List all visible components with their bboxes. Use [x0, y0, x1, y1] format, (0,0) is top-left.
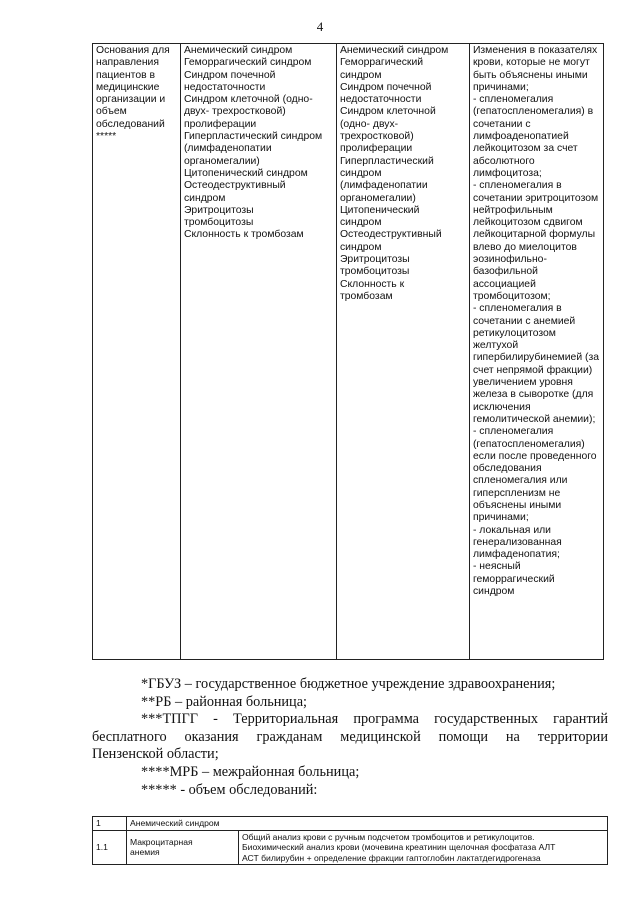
cell-line: (гепатоспленомегалия) [472, 438, 585, 450]
row-title: Анемический синдром [127, 817, 608, 831]
cell-line: если после проведенного [472, 450, 597, 462]
title-line: Макроцитарная [130, 836, 193, 847]
cell-line: - неясный [472, 561, 521, 573]
page-number: 4 [316, 19, 324, 34]
cell-line: геморрагический [472, 573, 555, 585]
cell-line: синдром [339, 69, 382, 81]
cell-line: тромбозам [339, 290, 393, 302]
cell-line: Цитопенический синдром [183, 167, 308, 179]
cell-line: тромбоцитозом; [472, 290, 551, 302]
cell-grounds [93, 44, 181, 660]
cell-line: крови, которые не могут [472, 57, 590, 69]
cell-line: Эритроцитозы [183, 204, 254, 216]
cell-line: эозинофильно- [472, 254, 547, 266]
cell-line: (лимфаденопатии [339, 180, 428, 192]
cell-line: лимфаденопатия; [472, 549, 560, 561]
cell-line: лейкоцитозом сдвигом [472, 217, 583, 229]
title-line: анемия [130, 847, 160, 858]
cell-line: Анемический синдром [183, 45, 293, 56]
cell-line: Основания для [96, 45, 170, 56]
cell-line: синдром [339, 241, 382, 253]
cell-line: Остеодеструктивный [183, 180, 286, 192]
table-row [93, 830, 608, 865]
cell-line: счет непрямой фракции) [472, 364, 593, 376]
examination-table [92, 816, 608, 865]
cell-line: - спленомегалия в [472, 180, 562, 192]
cell-line: Синдром почечной [183, 69, 276, 81]
cell-line: увеличением уровня [472, 377, 573, 389]
cell-line: обследования [472, 463, 542, 475]
cell-line: Синдром почечной [339, 81, 432, 93]
cell-line: лейкоцитозом за счет [472, 143, 578, 155]
cell-line: - локальная или [472, 524, 551, 536]
cell-line: - спленомегалия [472, 94, 554, 106]
cell-line: Гиперпластический [339, 155, 434, 167]
cell-line: органомегалии) [339, 192, 416, 204]
cell-line: Синдром клеточной [339, 106, 436, 118]
cell-line: Геморрагический синдром [183, 57, 312, 69]
cell-line: Склонность к [339, 278, 405, 290]
cell-line: организации и [96, 94, 166, 106]
cell-line: - спленомегалия [472, 426, 554, 438]
cell-line: Остеодеструктивный [339, 229, 442, 241]
cell-line: синдром [472, 586, 515, 598]
cell-line: ассоциацией [472, 278, 536, 290]
cell-line: влево до миелоцитов [472, 241, 577, 253]
cell-line: Склонность к тромбозам [183, 229, 304, 241]
cell-line: Геморрагический [339, 57, 424, 69]
cell-line: трехростковой) [339, 131, 414, 143]
cell-syndromes-a [180, 44, 336, 660]
note-tpgg-3: Пензенской области; [92, 746, 219, 763]
cell-line: причинами; [472, 512, 529, 524]
cell-syndromes-b [336, 44, 469, 660]
cell-line: (гепатоспленомегалия) в [472, 106, 594, 118]
cell-line: железа в сыворотке (для [472, 389, 594, 401]
desc-line: Биохимический анализ крови (мочевина креатинин щелочная фосфатаза АЛТ [242, 842, 556, 853]
cell-line: пациентов в [96, 69, 156, 81]
cell-line: пролиферации [339, 143, 413, 155]
cell-line: сочетании с анемией [472, 315, 576, 327]
note-tpgg-1: ***ТПГГ - Территориальная программа государственных гарантий [141, 711, 608, 728]
cell-blood-changes [469, 44, 603, 660]
cell-line: объяснены иными [472, 499, 562, 511]
cell-line: сочетании эритроцитозом [472, 192, 599, 204]
cell-line: Гиперпластический синдром [183, 131, 323, 143]
desc-line: АСТ билирубин + определение фракции гаптоглобин лактатдегидрогеназа [242, 852, 541, 863]
cell-line: лимфоцитоза; [472, 167, 542, 179]
cell-line: Эритроцитозы [339, 254, 410, 266]
cell-line: недостаточности [183, 81, 266, 93]
cell-line: недостаточности [339, 94, 422, 106]
cell-line: синдром [339, 217, 382, 229]
cell-line: спленомегалия или [472, 475, 568, 487]
note-mrb: ****МРБ – межрайонная больница; [141, 763, 360, 780]
cell-line: объем [96, 106, 127, 118]
cell-line: гемолитической анемии); [472, 413, 596, 425]
cell-line: двух- трехростковой) [183, 106, 286, 118]
cell-line: медицинские [96, 81, 160, 93]
cell-line: гипербилирубинемией (за [472, 352, 600, 364]
row-description [239, 830, 608, 865]
cell-line: ретикулоцитозом [472, 327, 556, 339]
footnotes [92, 676, 608, 799]
cell-line: синдром [183, 192, 226, 204]
cell-line: (лимфаденопатии [183, 143, 272, 155]
cell-line: пролиферации [183, 118, 257, 130]
cell-line: направления [96, 57, 159, 69]
cell-line: лимфоаденопатией [472, 131, 569, 143]
cell-line: синдром [339, 167, 382, 179]
cell-line: гиперспленизм не [472, 487, 561, 499]
cell-line: Цитопенический [339, 204, 420, 216]
cell-line: Анемический синдром [339, 45, 449, 56]
note-tpgg-2: бесплатного оказания гражданам медицинской помощи на территории [92, 728, 608, 745]
cell-line: исключения [472, 401, 531, 413]
cell-line: желтухой [472, 340, 519, 352]
cell-line: (одно- двух- [339, 118, 399, 130]
cell-line: причинами; [472, 81, 529, 93]
cell-line: обследований [96, 118, 165, 130]
row-title [127, 830, 239, 865]
row-number: 1 [93, 817, 127, 831]
cell-line: нейтрофильным [472, 204, 553, 216]
cell-line: абсолютного [472, 155, 535, 167]
cell-line: сочетании с [472, 118, 531, 130]
cell-line: базофильной [472, 266, 538, 278]
cell-line: - спленомегалия в [472, 303, 562, 315]
note-volume: ***** - объем обследований: [141, 781, 318, 798]
cell-line: Изменения в показателях [472, 45, 598, 56]
cell-line: быть объяснены иными [472, 69, 588, 81]
cell-line: тромбоцитозы [183, 217, 254, 229]
cell-line: органомегалии) [183, 155, 260, 167]
note-gbuz: *ГБУЗ – государственное бюджетное учреждение здравоохранения; [141, 676, 556, 692]
cell-line: лейкоцитарной формулы [472, 229, 596, 241]
criteria-table [92, 43, 604, 660]
cell-line: генерализованная [472, 536, 562, 548]
table-row [93, 44, 604, 660]
cell-line: Синдром клеточной (одно- [183, 94, 313, 106]
desc-line: Общий анализ крови с ручным подсчетом тромбоцитов и ретикулоцитов. [242, 831, 535, 842]
cell-line: тромбоцитозы [339, 266, 410, 278]
cell-line: ***** [96, 131, 117, 143]
table-row [93, 817, 608, 831]
row-number: 1.1 [93, 830, 127, 865]
note-rb: **РБ – районная больница; [141, 693, 308, 710]
